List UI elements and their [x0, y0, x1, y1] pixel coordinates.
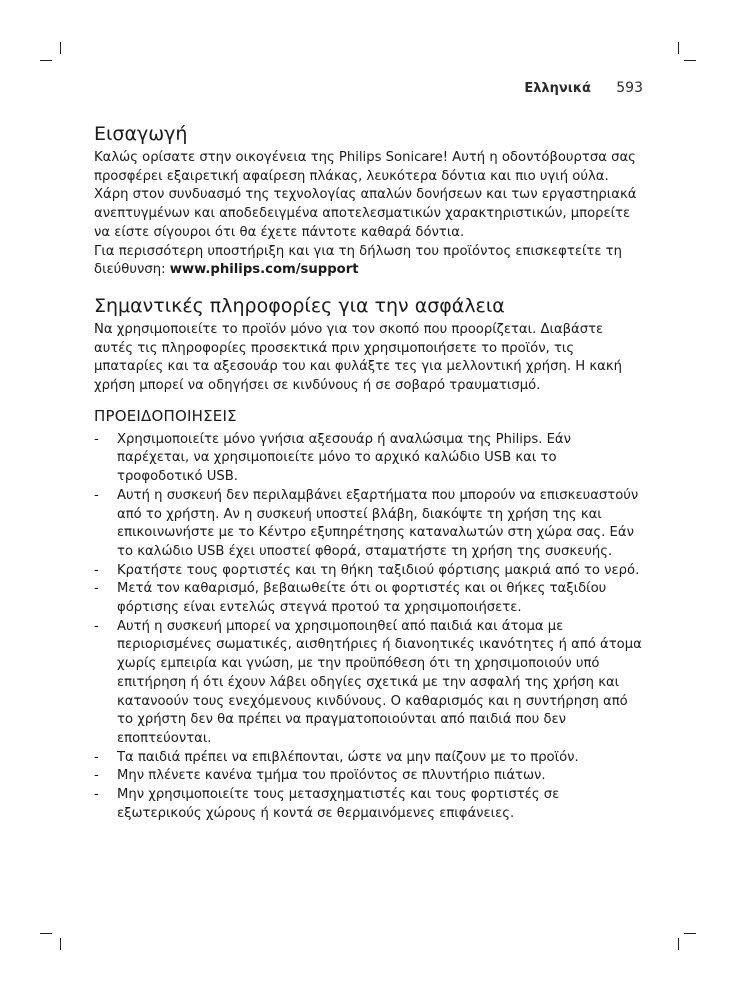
warning-item [94, 767, 644, 786]
warning-item [94, 580, 644, 617]
warning-text: Αυτή η συσκευή μπορεί να χρησιμοποιηθεί από παιδιά και άτομα με περιορισμένες σωματικές, αισθητήριες ή διανοητικές ικανότητες ή από άτομα χωρίς εμπειρία και γνώση, με την προϋπόθεση ότι τη χρησιμοποιούν υπό επιτήρηση ή ότι έχουν λάβει οδηγίες σχετικά με την ασφαλή της χρήση και κατανοούν τους ενεχόμενους κινδύνους. Ο καθαρισμός και η συντήρηση από το χρήστη δεν θα πρέπει να πραγματοποιούνται από παιδιά που δεν εποπτεύονται. [117, 618, 642, 746]
crop-mark-top-right-v [678, 42, 679, 54]
page-number: 593 [616, 80, 643, 96]
crop-mark-top-left-v [60, 42, 61, 54]
warning-item [94, 562, 644, 581]
crop-mark-bottom-right-h [684, 933, 696, 934]
warning-item [94, 487, 644, 562]
bullet-dash: - [94, 787, 99, 803]
bullet-dash: - [94, 581, 99, 597]
warning-text: Μην χρησιμοποιείτε τους μετασχηματιστές και τους φορτιστές σε εξωτερικούς χώρους ή κοντά σε θερμαινόμενες επιφάνειες. [117, 787, 560, 821]
intro-title: Εισαγωγή [94, 123, 188, 145]
warning-item [94, 618, 644, 749]
warning-item [94, 786, 644, 823]
warnings-list [94, 431, 644, 824]
page-content [94, 122, 644, 824]
warning-item [94, 431, 644, 487]
warnings-title: ΠΡΟΕΙΔΟΠΟΙΗΣΕΙΣ [94, 406, 237, 425]
bullet-dash: - [94, 749, 99, 765]
warning-text: Κρατήστε τους φορτιστές και τη θήκη ταξιδιού φόρτισης μακριά από το νερό. [117, 562, 640, 578]
bullet-dash: - [94, 431, 99, 447]
bullet-dash: - [94, 768, 99, 784]
safety-paragraph: Να χρησιμοποιείτε το προϊόν μόνο για τον σκοπό που προορίζεται. Διαβάστε αυτές τις πληροφορίες προσεκτικά πριν χρησιμοποιήσετε το προϊόν, τις μπαταρίες και τα αξεσουάρ του και φυλάξτε τες για μελλοντική χρήση. Η κακή χρήση μπορεί να οδηγήσει σε κινδύνους ή σε σοβαρό τραυματισμό. [94, 321, 622, 394]
support-url[interactable]: www.philips.com/support [169, 262, 359, 278]
bullet-dash: - [94, 562, 99, 578]
crop-mark-bottom-left-h [40, 933, 52, 934]
warning-text: Αυτή η συσκευή δεν περιλαμβάνει εξαρτήματα που μπορούν να επισκευαστούν από το χρήστη. Αν η συσκευή υποστεί βλάβη, διακόψτε τη χρήση της και επικοινωνήστε με το Κέντρο εξυπηρέτησης καταναλωτών στη χώρα σας. Εάν το καλώδιο USB έχει υποστεί φθορά, σταματήστε τη χρήση της συσκευής. [117, 487, 639, 559]
support-paragraph [94, 243, 644, 280]
bullet-dash: - [94, 618, 99, 634]
warning-text: Χρησιμοποιείτε μόνο γνήσια αξεσουάρ ή αναλώσιμα της Philips. Εάν παρέχεται, να χρησιμοποιείτε μόνο το αρχικό καλώδιο USB και το τροφοδοτικό USB. [117, 431, 571, 485]
crop-mark-top-right-h [684, 60, 696, 61]
warning-text: Τα παιδιά πρέπει να επιβλέπονται, ώστε να μην παίζουν με το προϊόν. [117, 749, 579, 765]
crop-mark-top-left-h [40, 60, 52, 61]
crop-mark-bottom-left-v [60, 938, 61, 950]
bullet-dash: - [94, 487, 99, 503]
support-text: Για περισσότερη υποστήριξη και για τη δήλωση του προϊόντος επισκεφτείτε τη διεύθυνση: [94, 243, 622, 278]
warning-text: Μην πλένετε κανένα τμήμα του προϊόντος σε πλυντήριο πιάτων. [117, 768, 546, 784]
page-header [0, 81, 739, 101]
warning-text: Μετά τον καθαρισμό, βεβαιωθείτε ότι οι φορτιστές και οι θήκες ταξιδίου φόρτισης είναι εντελώς στεγνά προτού τα χρησιμοποιήσετε. [117, 581, 607, 616]
safety-title: Σημαντικές πληροφορίες για την ασφάλεια [94, 294, 505, 317]
header-language: Ελληνικά [524, 81, 591, 96]
intro-paragraph: Καλώς ορίσατε στην οικογένεια της Philips Sonicare! Αυτή η οδοντόβουρτσα σας προσφέρει εξαιρετική αφαίρεση πλάκας, λευκότερα δόντια και πιο υγιή ούλα. Χάρη στον συνδυασμό της τεχνολογίας απαλών δονήσεων και των εργαστηριακά ανεπτυγμένων και αποδεδειγμένα αποτελεσματικών χαρακτηριστικών, μπορείτε να είστε σίγουροι ότι θα έχετε πάντοτε καθαρά δόντια. [94, 150, 637, 240]
warning-item [94, 749, 644, 768]
crop-mark-bottom-right-v [678, 938, 679, 950]
